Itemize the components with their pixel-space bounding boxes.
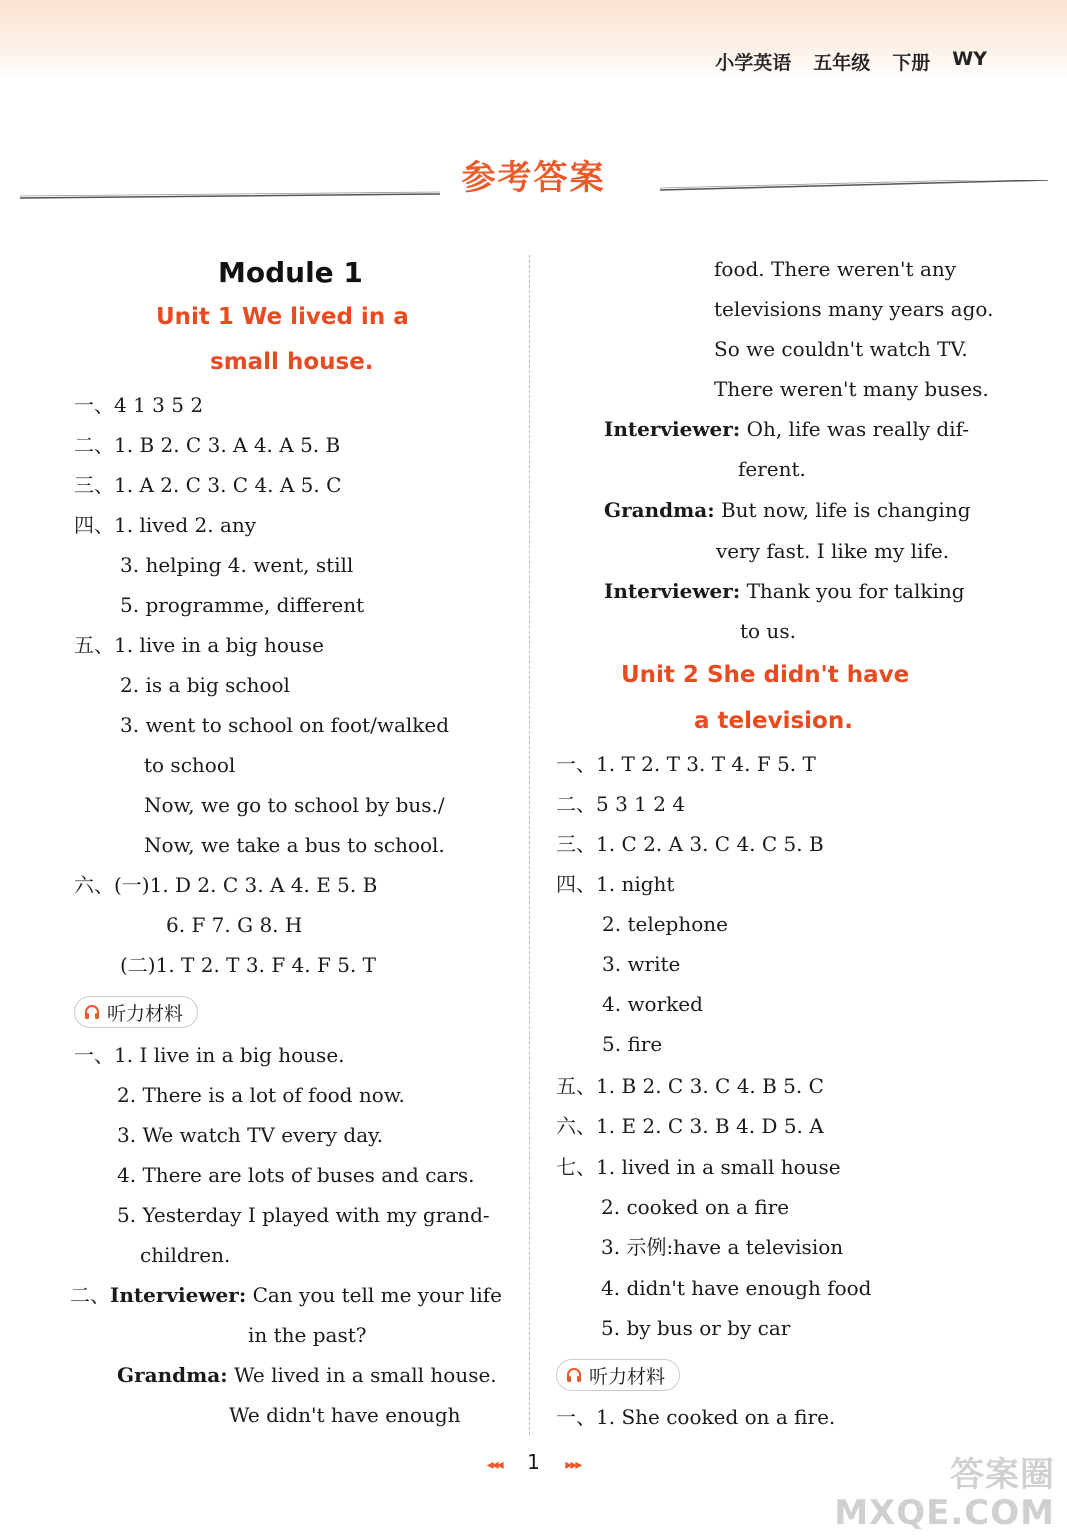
answer-line: 3. 示例:have a television (601, 1235, 844, 1259)
answer-line: 3. went to school on foot/walked (120, 713, 450, 737)
header-subject: 小学英语 (715, 52, 792, 74)
listening-badge (74, 996, 198, 1028)
script-line: in the past? (248, 1323, 367, 1347)
watermark-line1: 答案圈 (950, 1455, 1055, 1495)
answer-line: 六、(一)1. D 2. C 3. A 4. E 5. B (74, 873, 378, 897)
answer-line: 五、1. live in a big house (74, 633, 324, 657)
script-line: 一、1. She cooked on a fire. (556, 1405, 836, 1429)
answer-line: 5. programme, different (120, 593, 365, 617)
answer-line: 二、5 3 1 2 4 (556, 792, 686, 816)
dialogue-text: Can you tell me your life (252, 1283, 502, 1307)
speaker-label: Interviewer: (604, 417, 741, 441)
module-title: Module 1 (218, 256, 363, 289)
listening-label: 听力材料 (589, 1365, 666, 1388)
dialogue-text: But now, life is changing (720, 498, 971, 522)
answer-line: 3. helping 4. went, still (120, 553, 354, 577)
listening-label: 听力材料 (107, 1002, 184, 1025)
script-line (604, 416, 969, 442)
unit2-title-line1: Unit 2 She didn't have (621, 662, 910, 688)
speaker-label: Grandma: (604, 498, 715, 522)
answer-line: 四、1. night (556, 872, 675, 896)
speaker-label: Interviewer: (604, 579, 741, 603)
script-line (117, 1362, 497, 1388)
answer-line: 4. worked (602, 992, 703, 1016)
listening-badge (556, 1359, 680, 1391)
speaker-label: Grandma: (117, 1363, 228, 1387)
answer-line: 5. fire (602, 1032, 663, 1056)
header-volume: 下册 (892, 52, 931, 74)
script-line: televisions many years ago. (714, 297, 994, 321)
script-line: 4. There are lots of buses and cars. (117, 1163, 475, 1187)
script-line (604, 497, 971, 523)
answer-line: 三、1. C 2. A 3. C 4. C 5. B (556, 832, 824, 856)
script-line (70, 1282, 502, 1308)
speaker-label: Interviewer: (110, 1283, 247, 1307)
header-grade: 五年级 (813, 52, 871, 74)
header-info (715, 48, 987, 75)
answer-line: 六、1. E 2. C 3. B 4. D 5. A (556, 1114, 824, 1138)
answer-line: 七、1. lived in a small house (556, 1155, 841, 1179)
script-line: children. (140, 1243, 231, 1267)
answer-line: 一、1. T 2. T 3. T 4. F 5. T (556, 752, 816, 776)
answer-line: 2. telephone (602, 912, 728, 936)
answer-line: 五、1. B 2. C 3. C 4. B 5. C (556, 1074, 824, 1098)
answer-line: 5. by bus or by car (601, 1316, 791, 1340)
script-line: 一、1. I live in a big house. (74, 1043, 345, 1067)
headphones-icon (565, 1366, 583, 1384)
script-line: 2. There is a lot of food now. (117, 1083, 405, 1107)
script-line: There weren't many buses. (714, 377, 989, 401)
answer-line: 四、1. lived 2. any (74, 513, 257, 537)
script-line: to us. (740, 619, 796, 643)
headphones-icon (83, 1003, 101, 1021)
dialogue-text: We lived in a small house. (233, 1363, 497, 1387)
answer-line: 三、1. A 2. C 3. C 4. A 5. C (74, 473, 342, 497)
page-title: 参考答案 (461, 158, 606, 198)
answer-line: Now, we go to school by bus./ (144, 793, 445, 817)
script-line: ferent. (738, 457, 806, 481)
answer-line: 3. write (602, 952, 681, 976)
script-line: food. There weren't any (714, 257, 957, 281)
answer-line: to school (144, 753, 236, 777)
answer-line: 2. cooked on a fire (601, 1195, 790, 1219)
prev-arrows-icon: ◂◂◂ (486, 1457, 502, 1473)
script-line (604, 578, 965, 604)
unit1-title-line2: small house. (210, 349, 374, 375)
script-line: We didn't have enough (229, 1403, 461, 1427)
watermark-line2: MXQE.COM (834, 1493, 1055, 1533)
answer-line: 4. didn't have enough food (601, 1276, 872, 1300)
unit1-title-line1: Unit 1 We lived in a (156, 304, 409, 330)
next-arrows-icon: ▸▸▸ (565, 1457, 581, 1473)
script-line: 3. We watch TV every day. (117, 1123, 384, 1147)
header-edition: WY (952, 48, 987, 70)
column-divider (529, 255, 530, 1435)
dialogue-text: Oh, life was really dif- (746, 417, 970, 441)
script-line: 5. Yesterday I played with my grand- (117, 1203, 490, 1227)
script-line: So we couldn't watch TV. (714, 337, 968, 361)
script-line: very fast. I like my life. (716, 539, 950, 563)
answer-line: 6. F 7. G 8. H (166, 913, 303, 937)
page-number: 1 (527, 1450, 540, 1474)
watermark (834, 1456, 1055, 1532)
section-number: 二、 (70, 1283, 110, 1307)
answer-line: 二、1. B 2. C 3. A 4. A 5. B (74, 433, 341, 457)
answer-line: (二)1. T 2. T 3. F 4. F 5. T (120, 953, 377, 977)
answer-line: 一、4 1 3 5 2 (74, 393, 204, 417)
answer-line: Now, we take a bus to school. (144, 833, 445, 857)
unit2-title-line2: a television. (694, 708, 853, 734)
answer-line: 2. is a big school (120, 673, 290, 697)
dialogue-text: Thank you for talking (746, 579, 965, 603)
